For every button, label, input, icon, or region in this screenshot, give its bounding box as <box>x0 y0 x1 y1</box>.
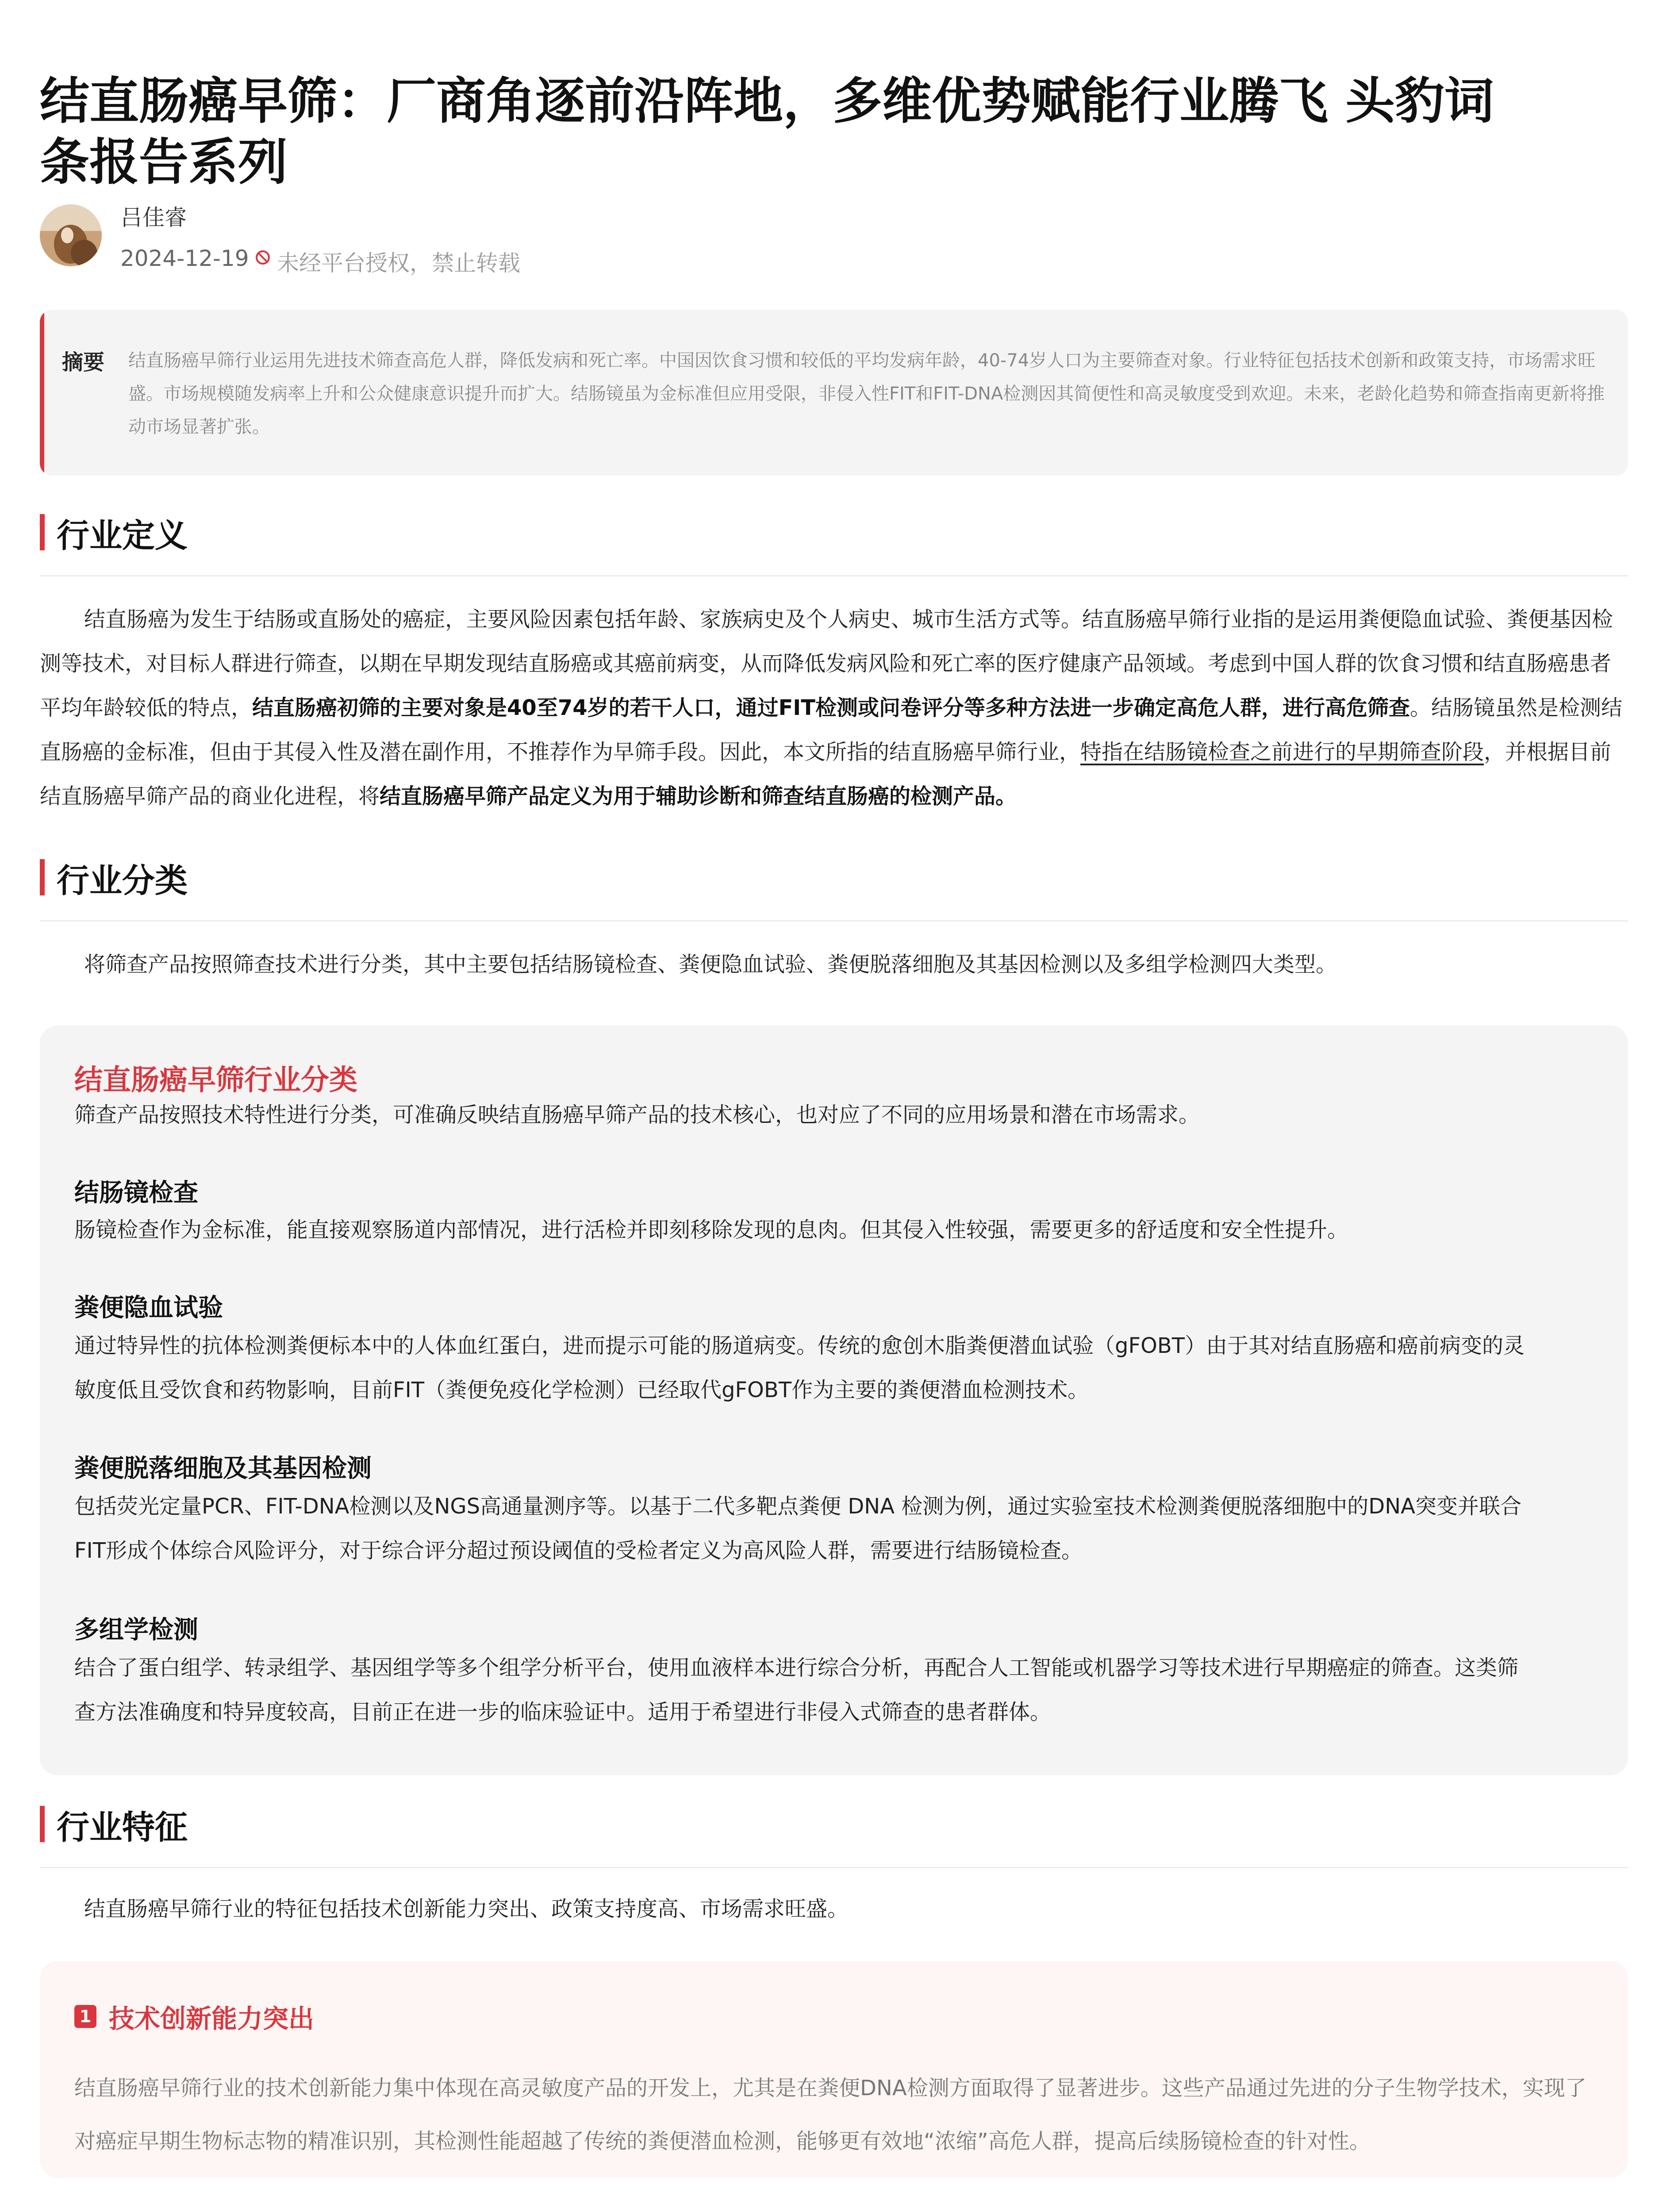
category-text: 包括荧光定量PCR、FIT-DNA检测以及NGS高通量测序等。以基于二代多靶点粪便 DNA 检测为例，通过实验室技术检测粪便脱落细胞中的DNA突变并联合 <box>74 1494 1522 1519</box>
category-title: 结肠镜检查 <box>74 1179 198 1207</box>
category-title: 粪便脱落细胞及其基因检测 <box>74 1454 372 1483</box>
classification-box-desc: 筛查产品按照技术特性进行分类，可准确反映结直肠癌早筛产品的技术核心，也对应了不同的应用场景和潜在市场需求。 <box>74 1102 1200 1127</box>
feature-number-badge: 1 <box>74 2005 96 2028</box>
section-divider <box>40 920 1628 922</box>
definition-bold-1: 结直肠癌初筛的主要对象是40至74岁的若干人口，通过FIT检测或问卷评分等多种方法进一步确定高危人群，进行高危筛查 <box>252 695 1410 720</box>
section-accent-bar <box>40 1806 45 1842</box>
definition-paragraph <box>40 597 1624 818</box>
author-avatar[interactable] <box>40 204 102 266</box>
feature-title: 技术创新能力突出 <box>109 2004 315 2034</box>
category-text: 通过特异性的抗体检测粪便标本中的人体血红蛋白，进而提示可能的肠道病变。传统的愈创木脂粪便潜血试验（gFOBT）由于其对结直肠癌和癌前病变的灵 <box>74 1333 1525 1358</box>
category-text: 肠镜检查作为金标准，能直接观察肠道内部情况，进行活检并即刻移除发现的息肉。但其侵入性较强，需要更多的舒适度和安全性提升。 <box>74 1217 1349 1242</box>
feature-text: 结直肠癌早筛行业的技术创新能力集中体现在高灵敏度产品的开发上，尤其是在粪便DNA检测方面取得了显著进步。这些产品通过先进的分子生物学技术，实现了对癌症早期生物标志物的精准识别，其检测性能超越了传统的粪便潜血检测，能够更有效地“浓缩”高危人群，提高后续肠镜检查的针对性。 <box>74 2076 1586 2154</box>
definition-text-3: ，并根据目前结直肠癌早筛产品的商业化进程，将 <box>40 740 1612 809</box>
section-divider <box>40 575 1628 576</box>
publish-date: 2024-12-19 <box>120 246 249 271</box>
abstract-text: 结直肠癌早筛行业运用先进技术筛查高危人群，降低发病和死亡率。中国因饮食习惯和较低的平均发病年龄，40-74岁人口为主要筛查对象。行业特征包括技术创新和政策支持，市场需求旺盛。市场规模随发病率上升和公众健康意识提升而扩大。结肠镜虽为金标准但应用受限，非侵入性FIT和FIT-DNA检测因其简便性和高灵敏度受到欢迎。未来，老龄化趋势和筛查指南更新将推动市场显著扩张。 <box>128 350 1605 437</box>
abstract-box <box>40 310 1628 476</box>
category-title: 粪便隐血试验 <box>74 1294 223 1322</box>
section-title-classification: 行业分类 <box>57 862 188 900</box>
abstract-label: 摘要 <box>62 350 105 375</box>
avatar-image <box>40 204 102 266</box>
author-name[interactable]: 吕佳睿 <box>120 205 187 230</box>
classification-box-title: 结直肠癌早筛行业分类 <box>74 1064 357 1097</box>
classification-intro-text: 将筛查产品按照筛查技术进行分类，其中主要包括结肠镜检查、粪便隐血试验、粪便脱落细胞及其基因检测以及多组学检测四大类型。 <box>84 952 1337 977</box>
section-accent-bar <box>40 514 45 550</box>
ban-icon <box>255 250 271 265</box>
features-intro-text: 结直肠癌早筛行业的特征包括技术创新能力突出、政策支持度高、市场需求旺盛。 <box>84 1897 849 1921</box>
definition-text-2: 。结肠镜虽然是检测结直肠癌的金标准，但由于其侵入性及潜在副作用，不推荐作为早筛手段。因此，本文所指的结直肠癌早筛行业， <box>40 695 1623 764</box>
classification-intro <box>40 942 1624 987</box>
page-title: 结直肠癌早筛：厂商角逐前沿阵地，多维优势赋能行业腾飞 头豹词条报告系列 <box>40 73 1494 191</box>
category-title: 多组学检测 <box>74 1616 198 1644</box>
section-divider <box>40 1867 1628 1868</box>
category-text: 查方法准确度和特异度较高，目前正在进一步的临床验证中。适用于希望进行非侵入式筛查的患者群体。 <box>74 1700 1052 1724</box>
section-title-features: 行业特征 <box>57 1809 188 1847</box>
category-text: 结合了蛋白组学、转录组学、基因组学等多个组学分析平台，使用血液样本进行综合分析，再配合人工智能或机器学习等技术进行早期癌症的筛查。这类筛 <box>74 1655 1519 1680</box>
category-text: 敏度低且受饮食和药物影响，目前FIT（粪便免疫化学检测）已经取代gFOBT作为主要的粪便潜血检测技术。 <box>74 1378 1089 1402</box>
features-intro <box>40 1887 1624 1931</box>
abstract-accent-bar <box>40 310 44 476</box>
copyright-notice: 未经平台授权，禁止转载 <box>277 250 520 276</box>
category-text: FIT形成个体综合风险评分，对于综合评分超过预设阈值的受检者定义为高风险人群，需要进行结肠镜检查。 <box>74 1538 1083 1563</box>
definition-text-1: 结直肠癌为发生于结肠或直肠处的癌症，主要风险因素包括年龄、家族病史及个人病史、城市生活方式等。结直肠癌早筛行业指的是运用粪便隐血试验、粪便基因检测等技术，对目标人群进行筛查，以期在早期发现结直肠癌或其癌前病变，从而降低发病风险和死亡率的医疗健康产品领域。考虑到中国人群的饮食习惯和结直肠癌患者平均年龄较低的特点， <box>40 607 1613 720</box>
definition-underline: 特指在结肠镜检查之前进行的早期筛查阶段 <box>1080 740 1484 764</box>
section-title-definition: 行业定义 <box>57 517 188 555</box>
definition-bold-2: 结直肠癌早筛产品定义为用于辅助诊断和筛查结直肠癌的检测产品。 <box>380 784 1017 809</box>
section-accent-bar <box>40 859 45 895</box>
